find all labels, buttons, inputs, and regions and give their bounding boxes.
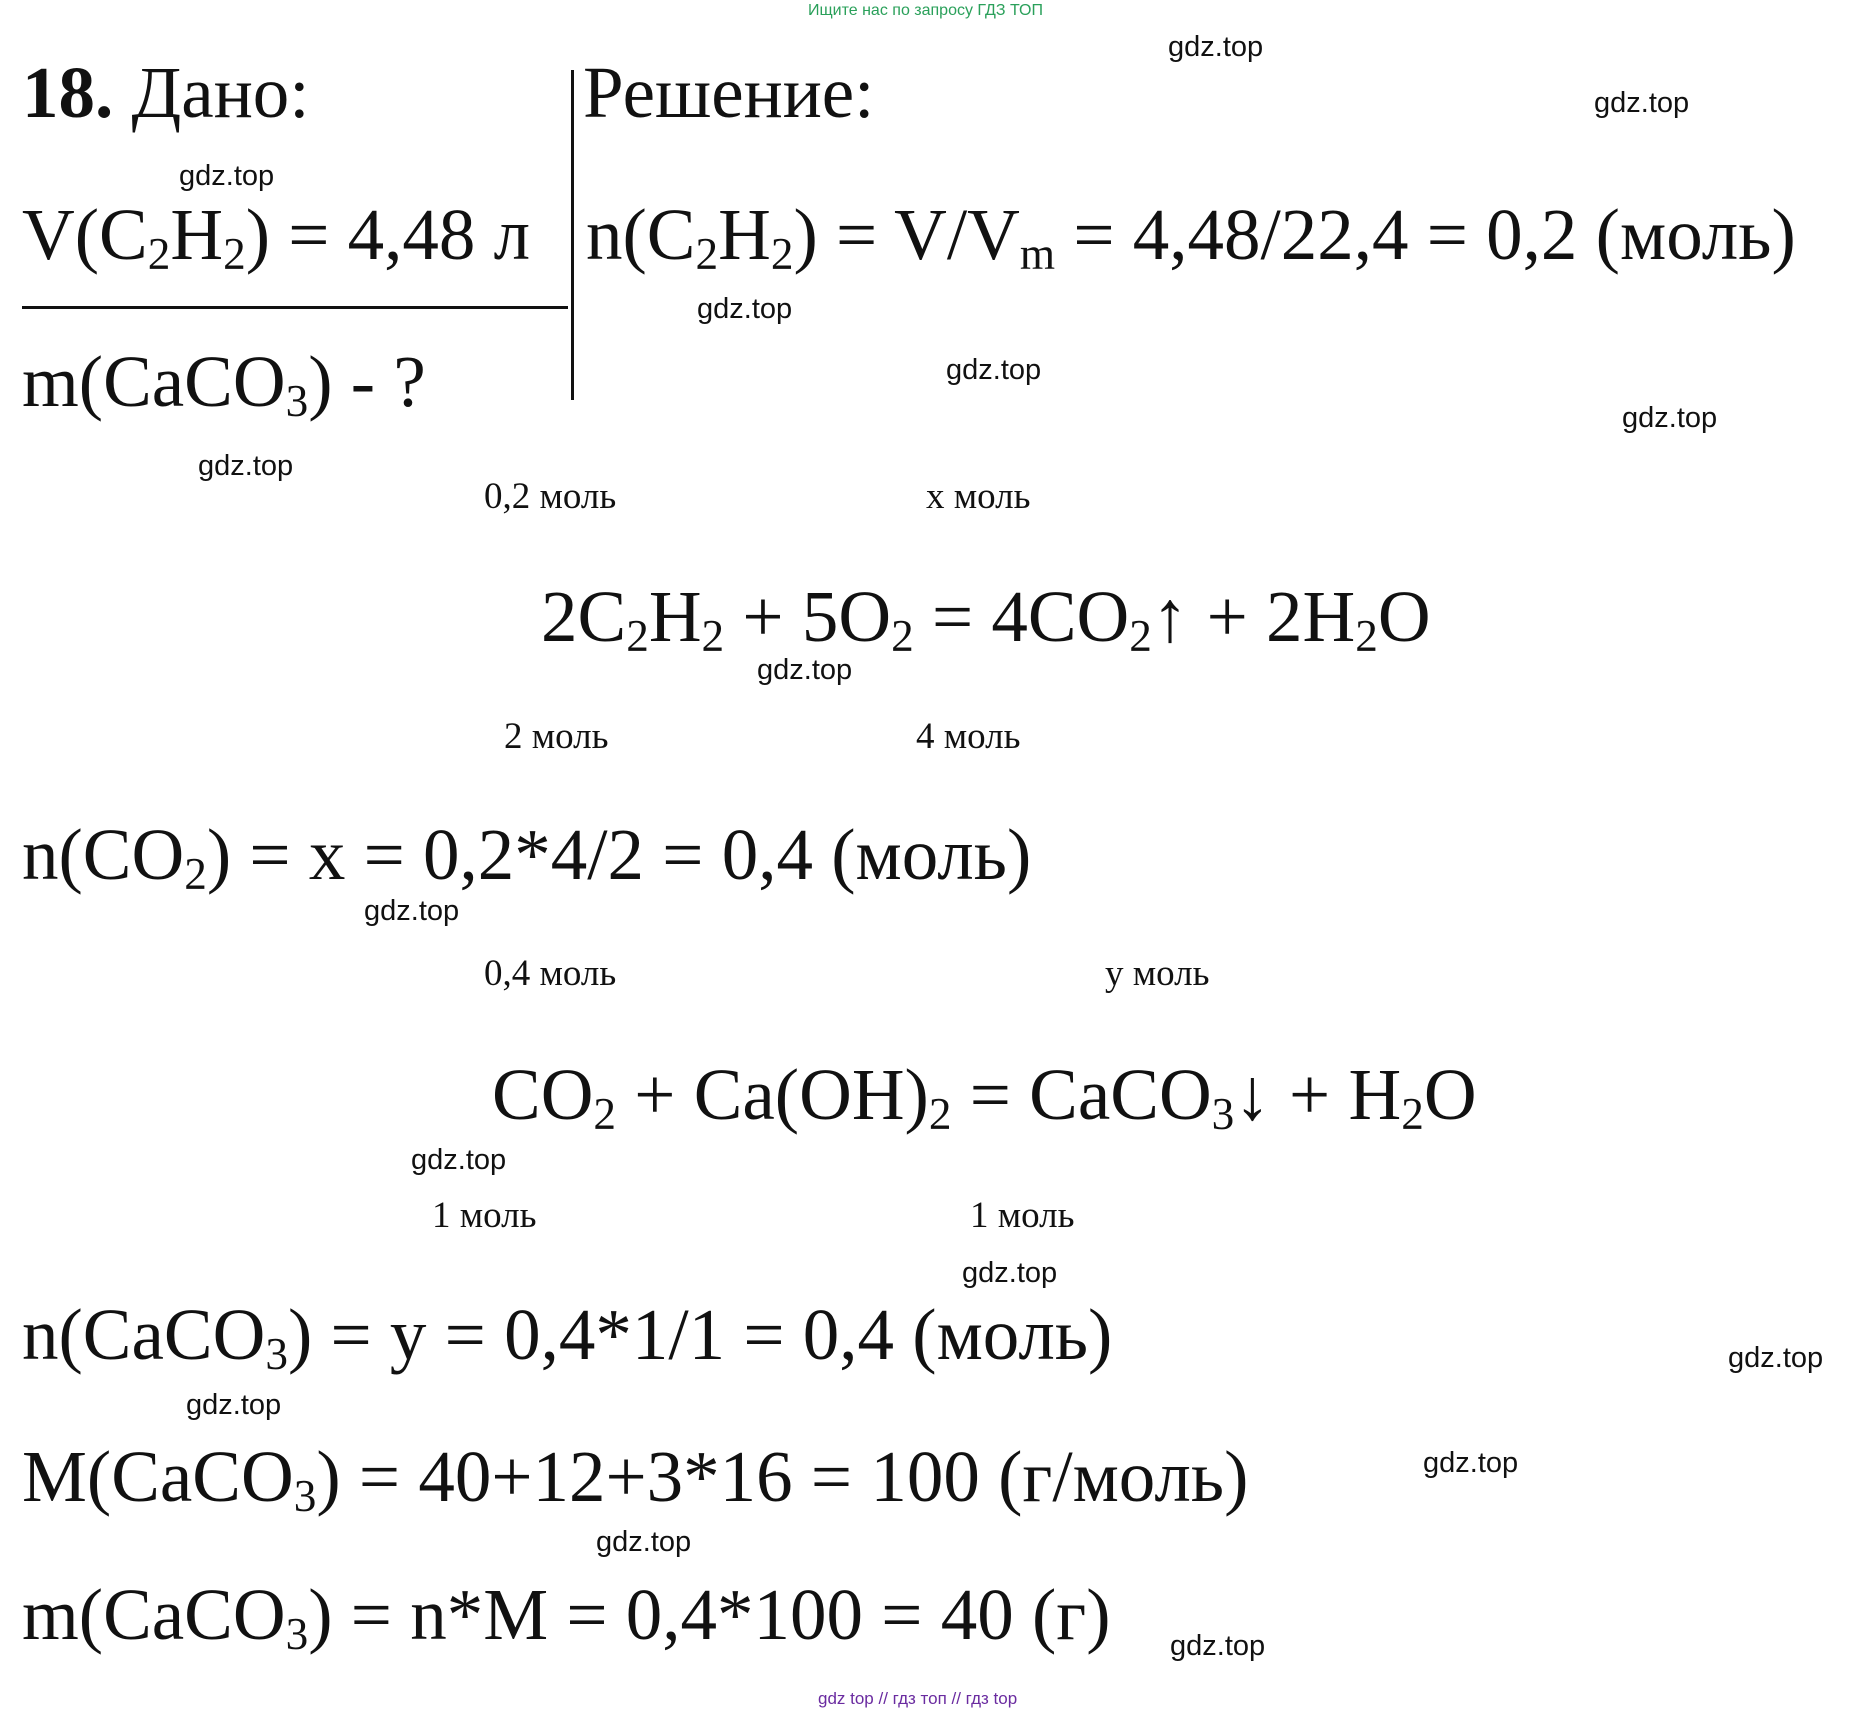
given-vertical-divider bbox=[571, 70, 574, 400]
watermark: gdz.top bbox=[596, 1526, 692, 1558]
watermark: gdz.top bbox=[1423, 1447, 1519, 1479]
watermark: gdz.top bbox=[411, 1144, 507, 1176]
moles-co2-line: $n(CO_2) = x = 0,2*4/2 = 0,4$ (моль) bbox=[22, 814, 1032, 899]
watermark: gdz.top bbox=[946, 354, 1042, 386]
given-title: Дано: bbox=[131, 52, 310, 133]
solution-title: Решение: bbox=[583, 52, 875, 133]
watermark: gdz.top bbox=[1622, 402, 1718, 434]
bottom-banner: gdz top // гдз топ // гдз top bbox=[818, 1689, 1018, 1708]
watermark: gdz.top bbox=[179, 160, 275, 192]
mass-line: m(CaCO$_3$) = n*M = 0,4*100 = 40 (г) bbox=[22, 1574, 1111, 1659]
watermark: gdz.top bbox=[1170, 1630, 1266, 1662]
reaction1-bottom-right: 4 моль bbox=[916, 716, 1021, 757]
problem-header bbox=[22, 52, 310, 133]
watermark: gdz.top bbox=[757, 654, 853, 686]
watermark: gdz.top bbox=[364, 895, 460, 927]
reaction1-bottom-left: 2 моль bbox=[504, 716, 609, 757]
reaction2-top-right: y моль bbox=[1105, 953, 1210, 994]
reaction1-top-right: x моль bbox=[926, 476, 1031, 517]
watermark: gdz.top bbox=[962, 1257, 1058, 1289]
reaction2-top-left: 0,4 моль bbox=[484, 953, 617, 994]
solution-moles-c2h2: $n(C_2H_2) = V/V_m = 4,48/22,4 = 0,2$ (моль) bbox=[586, 194, 1796, 279]
reaction2-bottom-right: 1 моль bbox=[970, 1195, 1075, 1236]
watermark: gdz.top bbox=[1168, 31, 1264, 63]
watermark: gdz.top bbox=[697, 293, 793, 325]
find-mass: m(CaCO$_3$) - ? bbox=[22, 341, 426, 426]
given-divider bbox=[22, 306, 568, 309]
moles-caco3-line: n(CaCO$_3$) = y = 0,4*1/1 = 0,4 (моль) bbox=[22, 1294, 1113, 1379]
watermark: gdz.top bbox=[1728, 1342, 1824, 1374]
reaction2-equation: $CO_2 + Ca(OH)_2$ = CaCO$_3$↓ + $H_2O$ bbox=[492, 1054, 1477, 1139]
reaction1-top-left: 0,2 моль bbox=[484, 476, 617, 517]
molar-mass-line: M(CaCO$_3$) = 40+12+3*16 = 100 (г/моль) bbox=[22, 1436, 1249, 1521]
watermark: gdz.top bbox=[186, 1389, 282, 1421]
top-banner: Ищите нас по запросу ГДЗ ТОП bbox=[808, 2, 1043, 19]
reaction1-equation: $2C_2H_2 + 5O_2$ = $4CO_2↑ + 2H_2O$ bbox=[541, 576, 1431, 661]
watermark: gdz.top bbox=[198, 450, 294, 482]
problem-number: 18. bbox=[22, 52, 114, 133]
reaction2-bottom-left: 1 моль bbox=[432, 1195, 537, 1236]
watermark: gdz.top bbox=[1594, 87, 1690, 119]
given-volume: $V(C_2H_2) = 4,48$ л bbox=[22, 194, 531, 279]
